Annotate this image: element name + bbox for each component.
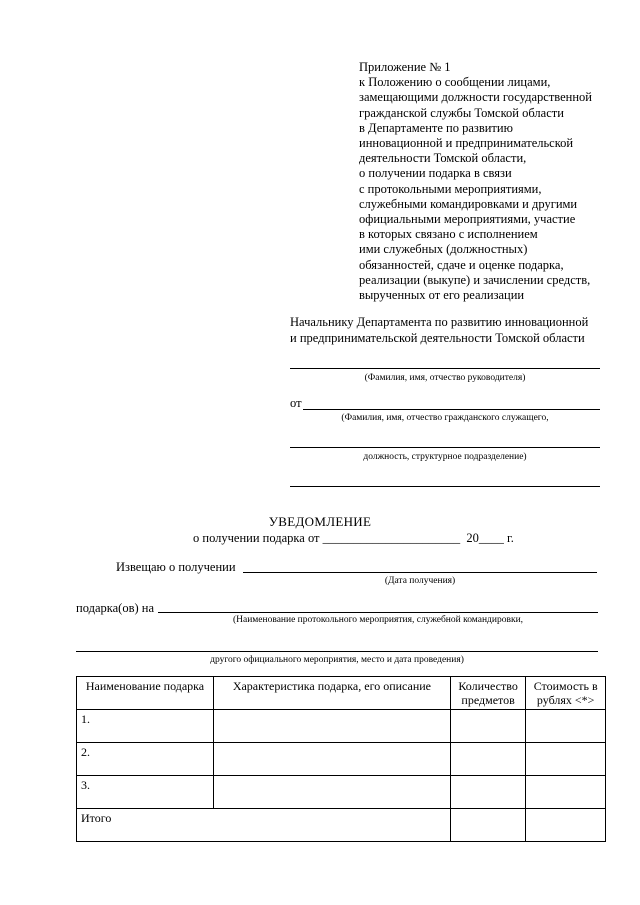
appendix-line: Приложение № 1 (359, 60, 451, 74)
appendix-line: о получении подарка в связи (359, 166, 512, 181)
sender-name-field[interactable] (303, 409, 600, 410)
appendix-line: с протокольными мероприятиями, (359, 181, 542, 196)
table-header-row (77, 677, 606, 710)
header-description: Характеристика подарка, его описание (214, 677, 451, 710)
event-caption-1: (Наименование протокольного мероприятия, служебной командировки, (232, 615, 524, 625)
header-cost: Стоимость в рублях <*> (526, 677, 606, 710)
receipt-date-field[interactable] (243, 572, 597, 573)
gifts-table (76, 676, 606, 842)
cell-quantity[interactable] (450, 710, 526, 743)
sender-caption: (Фамилия, имя, отчество гражданского служащего, (341, 413, 549, 423)
subtitle-blank[interactable]: __________________ (347, 531, 461, 545)
total-quantity[interactable] (450, 809, 526, 842)
total-row (77, 809, 606, 842)
date-caption: (Дата получения) (384, 576, 456, 586)
header-gift-name: Наименование подарка (77, 677, 214, 710)
event-field[interactable] (158, 612, 598, 613)
position-caption: должность, структурное подразделение) (363, 452, 527, 462)
appendix-line: обязанностей, сдаче и оценке подарка, (359, 257, 564, 272)
table-row (77, 710, 606, 743)
gift-label: подарка(ов) на (76, 601, 155, 615)
appendix-line: официальными мероприятиями, участие (359, 212, 576, 227)
addressee-line-2: и предпринимательской деятельности Томской области (290, 331, 585, 345)
sender-position-field[interactable] (290, 447, 600, 448)
appendix-line: инновационной и предпринимательской (359, 136, 574, 151)
appendix-line: замещающими должности государственной (359, 90, 592, 105)
row-number[interactable]: 2. (77, 743, 214, 776)
cell-cost[interactable] (526, 710, 606, 743)
cell-description[interactable] (214, 710, 451, 743)
head-name-field[interactable] (290, 368, 600, 369)
table-row (77, 776, 606, 809)
notice-subtitle (193, 531, 514, 546)
header-quantity: Количество предметов (450, 677, 526, 710)
appendix-line: деятельности Томской области, (359, 151, 527, 166)
cell-description[interactable] (214, 743, 451, 776)
addressee-line-1: Начальнику Департамента по развитию инновационной (290, 315, 589, 329)
table-row (77, 743, 606, 776)
row-number[interactable]: 1. (77, 710, 214, 743)
appendix-line: реализации (выкупе) и зачислении средств, (359, 272, 591, 287)
cell-cost[interactable] (526, 776, 606, 809)
appendix-reference (359, 60, 619, 303)
subtitle-year: 20____ г. (466, 531, 514, 545)
head-name-caption: (Фамилия, имя, отчество руководителя) (364, 373, 526, 383)
appendix-line: гражданской службы Томской области (359, 105, 564, 120)
row-number[interactable]: 3. (77, 776, 214, 809)
cell-description[interactable] (214, 776, 451, 809)
total-cost[interactable] (526, 809, 606, 842)
appendix-line: ими служебных (должностных) (359, 242, 528, 257)
inform-label: Извещаю о получении (116, 560, 236, 574)
appendix-line: служебными командировками и другими (359, 196, 578, 211)
subtitle-prefix: о получении подарка от ____ (193, 531, 348, 545)
cell-quantity[interactable] (450, 776, 526, 809)
addressee-block (290, 314, 620, 346)
event-caption-2: другого официального мероприятия, место и дата проведения) (210, 655, 464, 665)
cell-quantity[interactable] (450, 743, 526, 776)
appendix-line: в Департаменте по развитию (359, 120, 513, 135)
total-label: Итого (77, 809, 451, 842)
appendix-line: к Положению о сообщении лицами, (359, 75, 551, 90)
appendix-line: вырученных от его реализации (359, 288, 525, 303)
extra-field[interactable] (290, 486, 600, 487)
event-field-2[interactable] (76, 651, 598, 652)
appendix-line: в которых связано с исполнением (359, 227, 538, 242)
from-label: от (290, 396, 302, 410)
notice-title: УВЕДОМЛЕНИЕ (268, 514, 372, 529)
cell-cost[interactable] (526, 743, 606, 776)
